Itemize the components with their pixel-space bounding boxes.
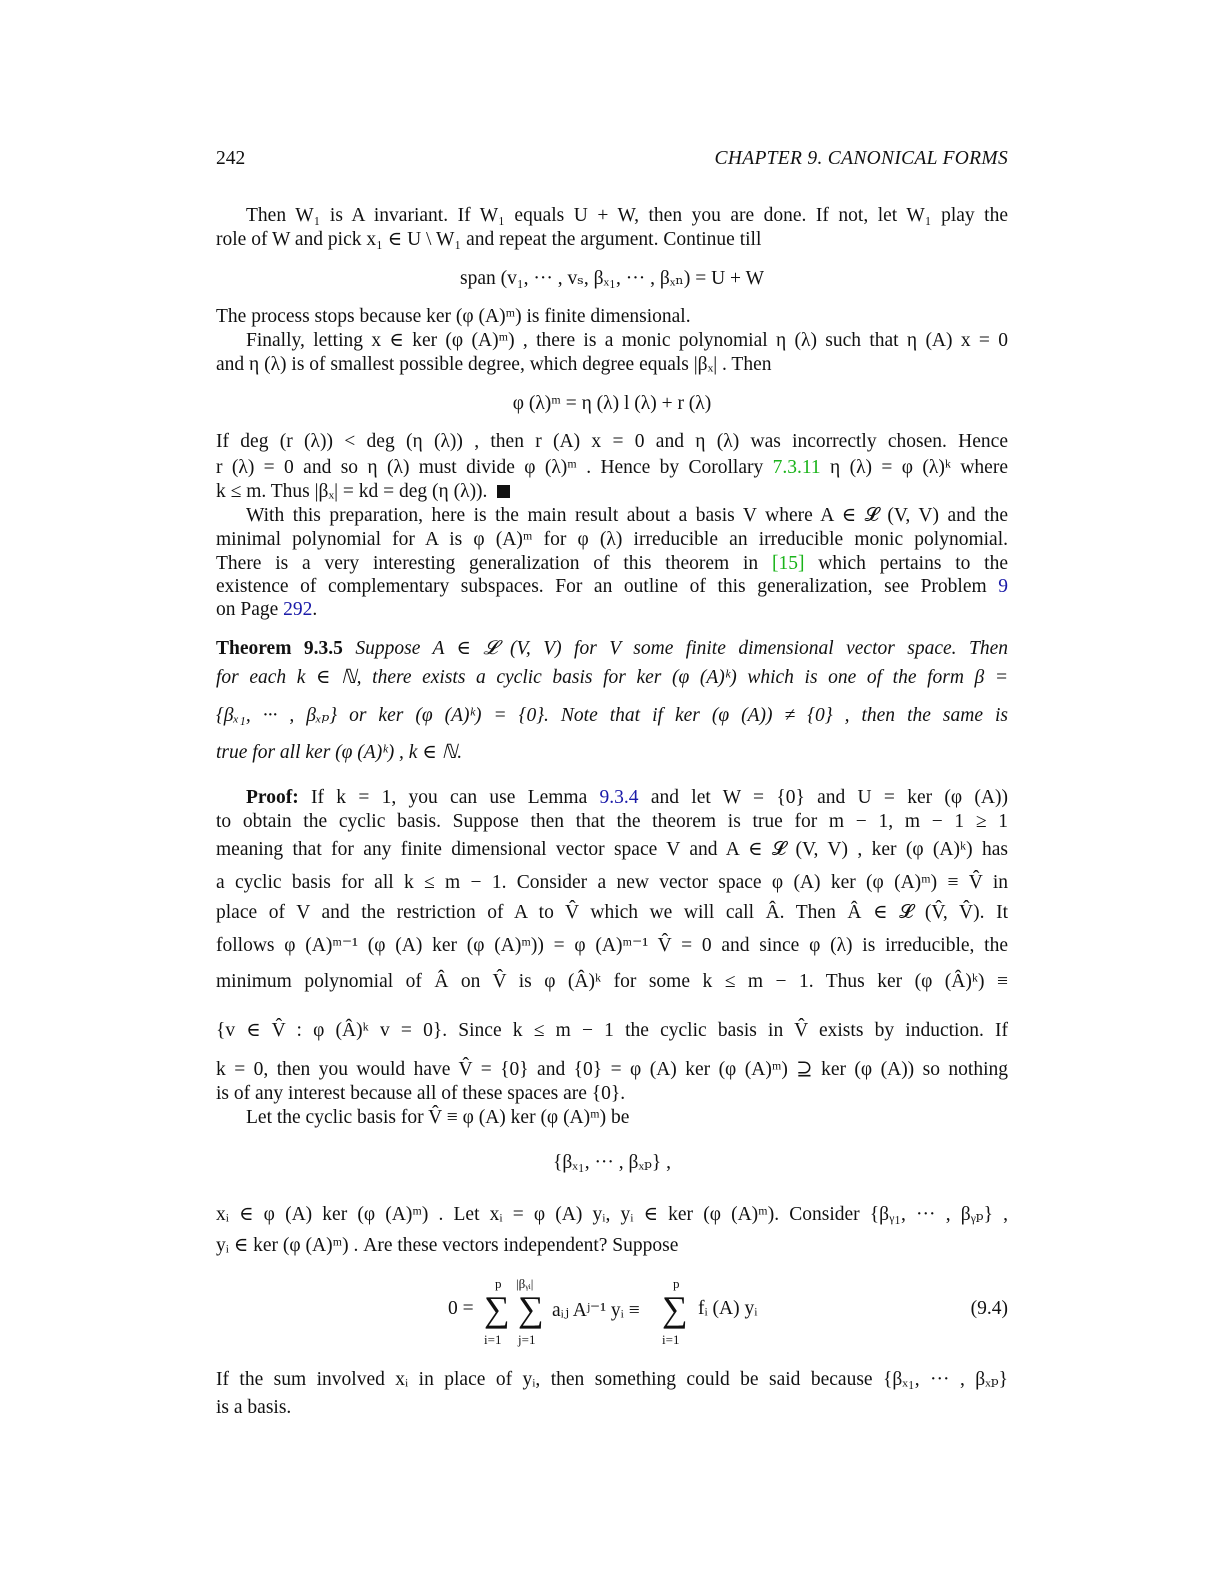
text-line: role of W and pick x₁ ∈ U \ W₁ and repeat the argument. Continue till [216,229,762,250]
text-line [216,598,1008,622]
sum-upper-limit: p [495,1276,502,1291]
proof-line: follows φ (A)ᵐ⁻¹ (φ (A) ker (φ (A)ᵐ)) = φ (A)ᵐ⁻¹ V̂ = 0 and since φ (λ) is irreducible, the [216,935,1008,956]
text-span: . [312,599,318,620]
text-span: r (λ) = 0 and so η (λ) must divide φ (λ)ᵐ . Hence by Corollary [216,457,764,478]
display-equation: {βₓ₁, ··· , βₓₚ} , [552,1152,672,1173]
theorem-line: true for all ker (φ (A)ᵏ) , k ∈ ℕ. [216,742,463,763]
proof-line: Let the cyclic basis for V̂ ≡ φ (A) ker (φ (A)ᵐ) be [246,1107,630,1128]
proof-line: a cyclic basis for all k ≤ m − 1. Consider a new vector space φ (A) ker (φ (A)ᵐ) ≡ V̂ in [216,872,1008,893]
proof-line: minimum polynomial of Â on V̂ is φ (Â)ᵏ for some k ≤ m − 1. Thus ker (φ (Â)ᵏ) ≡ [216,971,1008,992]
text-span: existence of complementary subspaces. For an outline of this generalization, see Problem [216,576,987,597]
text-span: If k = 1, you can use Lemma [311,787,588,808]
page-link[interactable]: 292 [283,599,313,620]
text-span: η (λ) = φ (λ)ᵏ where [830,457,1008,478]
equation-middle: aᵢⱼ Aʲ⁻¹ yᵢ ≡ [552,1300,640,1321]
sum-lower-limit: j=1 [518,1332,536,1347]
summation-symbol: ∑ [518,1289,544,1329]
sum-upper-limit: |βᵧᵢ| [516,1276,534,1291]
text-line: Finally, letting x ∈ ker (φ (A)ᵐ) , there is a monic polynomial η (λ) such that η (A) x = 0 [246,330,1008,351]
equation-number: (9.4) [970,1298,1008,1319]
text-span: on Page [216,599,279,620]
proof-line [216,786,1008,810]
proof-line: meaning that for any finite dimensional vector space V and A ∈ 𝓛 (V, V) , ker (φ (A)ᵏ) has [216,839,1008,860]
proof-line: to obtain the cyclic basis. Suppose then that the theorem is true for m − 1, m − 1 ≥ 1 [216,811,1008,832]
proof-line: place of V and the restriction of A to V̂ which we will call Â. Then Â ∈ 𝓛 (V̂, V̂). It [216,902,1008,923]
text-line [216,480,1008,504]
proof-line: xᵢ ∈ φ (A) ker (φ (A)ᵐ) . Let xᵢ = φ (A) yᵢ, yᵢ ∈ ker (φ (A)ᵐ). Consider {βᵧ₁, ··· , βᵧₚ} , [216,1204,1008,1225]
text-line: minimal polynomial for A is φ (A)ᵐ for φ (λ) irreducible an irreducible monic polynomial. [216,529,1008,550]
text-span: There is a very interesting generalization of this theorem in [216,553,759,574]
qed-square [497,485,510,498]
display-equation: span (v₁, ··· , vₛ, βₓ₁, ··· , βₓₙ) = U + W [460,268,764,289]
equation-rhs: fᵢ (A) yᵢ [698,1298,758,1319]
running-header: CHAPTER 9. CANONICAL FORMS [714,148,1008,169]
text-line [216,575,1008,599]
text-span: and let W = {0} and U = ker (φ (A)) [650,787,1008,808]
summation-symbol: ∑ [662,1289,688,1329]
equation-lhs: 0 = [448,1298,474,1319]
text-line: With this preparation, here is the main result about a basis V where A ∈ 𝓛 (V, V) and the [246,505,1008,526]
text-line: and η (λ) is of smallest possible degree, which degree equals |βₓ| . Then [216,354,772,375]
sum-lower-limit: i=1 [662,1332,680,1347]
citation-link[interactable]: [15] [771,553,805,574]
proof-label: Proof: [246,787,299,808]
theorem-line: for each k ∈ ℕ, there exists a cyclic basis for ker (φ (A)ᵏ) which is one of the form β = [216,667,1008,688]
theorem-line: {βₓ₁, ··· , βₓₚ} or ker (φ (A)ᵏ) = {0}. Note that if ker (φ (A)) ≠ {0} , then the same is [216,705,1008,726]
sum-lower-limit: i=1 [484,1332,502,1347]
proof-line: is a basis. [216,1397,292,1418]
corollary-link[interactable]: 7.3.11 [772,457,821,478]
text-span: which pertains to the [818,553,1009,574]
proof-line: is of any interest because all of these spaces are {0}. [216,1083,626,1104]
numbered-equation [448,1276,788,1346]
summation-symbol: ∑ [484,1289,510,1329]
text-line [216,552,1008,576]
proof-line: yᵢ ∈ ker (φ (A)ᵐ) . Are these vectors independent? Suppose [216,1235,679,1256]
text-line: If deg (r (λ)) < deg (η (λ)) , then r (A) x = 0 and η (λ) was incorrectly chosen. Hence [216,431,1008,452]
problem-link[interactable]: 9 [998,576,1009,597]
text-line: The process stops because ker (φ (A)ᵐ) is finite dimensional. [216,306,691,327]
proof-line: If the sum involved xᵢ in place of yᵢ, then something could be said because {βₓ₁, ··· , βₓₚ} [216,1369,1008,1390]
display-equation: φ (λ)ᵐ = η (λ) l (λ) + r (λ) [512,393,712,414]
proof-line: {v ∈ V̂ : φ (Â)ᵏ v = 0}. Since k ≤ m − 1 the cyclic basis in V̂ exists by induction. If [216,1020,1008,1041]
page-number: 242 [216,148,246,169]
theorem-line [216,637,1008,661]
proof-line: k = 0, then you would have V̂ = {0} and {0} = φ (A) ker (φ (A)ᵐ) ⊇ ker (φ (A)) so nothing [216,1059,1008,1080]
text-line [216,456,1008,480]
theorem-label: Theorem 9.3.5 [216,638,343,659]
text-span: k ≤ m. Thus |βₓ| = kd = deg (η (λ)). [216,481,488,502]
text-line: Then W₁ is A invariant. If W₁ equals U + W, then you are done. If not, let W₁ play the [246,205,1008,226]
text-span: Suppose A ∈ 𝓛 (V, V) for V some finite dimensional vector space. Then [355,638,1008,659]
sum-upper-limit: p [673,1276,680,1291]
lemma-link[interactable]: 9.3.4 [599,787,639,808]
